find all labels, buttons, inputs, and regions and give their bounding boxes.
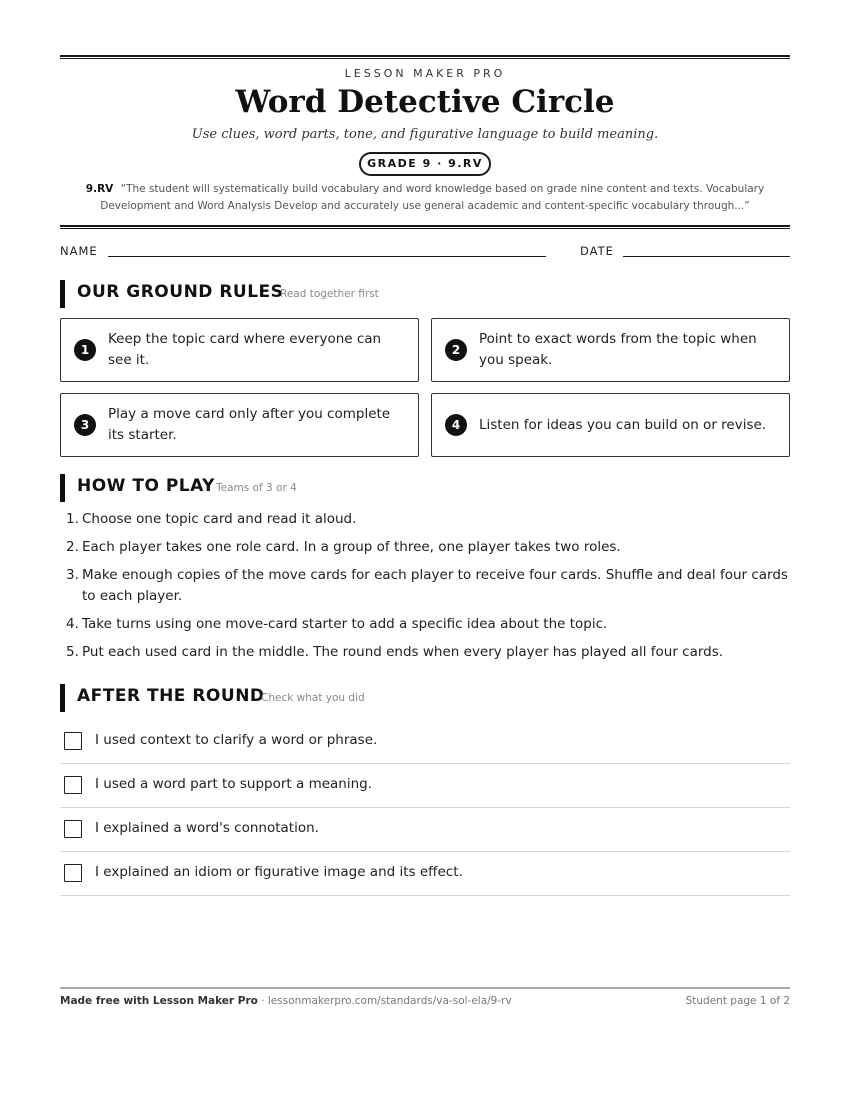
checkbox[interactable]	[64, 776, 82, 794]
ground-rule-card	[60, 318, 419, 382]
step-text: Choose one topic card and read it aloud.	[82, 511, 357, 527]
checklist-text: I explained a word's connotation.	[95, 820, 319, 836]
step-number: 3.	[66, 567, 79, 583]
step-number: 1.	[66, 511, 79, 527]
step-item	[60, 509, 790, 530]
rule-text: Play a move card only after you complete its starter.	[108, 406, 391, 443]
checkbox[interactable]	[64, 820, 82, 838]
made-with-label: Made free with Lesson Maker Pro	[60, 995, 258, 1007]
step-number: 5.	[66, 644, 79, 660]
after-round-title: AFTER THE ROUND	[77, 686, 265, 706]
rule-text: Keep the topic card where everyone can see it.	[108, 331, 382, 368]
checklist-item	[60, 764, 790, 808]
date-label: DATE	[580, 244, 614, 258]
how-to-play-note: Teams of 3 or 4	[216, 482, 297, 494]
rule-number-badge: 4	[445, 414, 467, 436]
after-round-note: Check what you did	[261, 692, 365, 704]
rule-text: Point to exact words from the topic when you speak.	[479, 331, 757, 368]
how-to-play-heading	[60, 474, 790, 502]
footer-separator: ·	[257, 995, 268, 1007]
standard-text: “The student will systematically build vocabulary and word knowledge based on grade nine content and texts. Vocabulary Development and Word Analysis Develop and accurately use general academic and content-specific vocabulary through...”	[100, 183, 765, 212]
step-text: Put each used card in the middle. The round ends when every player has played all four cards.	[82, 644, 724, 660]
ground-rules-title: OUR GROUND RULES	[77, 282, 284, 302]
ground-rules-note: Read together first	[280, 288, 379, 300]
page-title: Word Detective Circle	[235, 84, 615, 120]
ground-rule-card	[60, 393, 419, 457]
rule-text: Listen for ideas you can build on or revise.	[479, 416, 767, 433]
worksheet-page	[60, 0, 790, 1100]
ground-rule-card	[431, 318, 790, 382]
rule-number-badge: 3	[74, 414, 96, 436]
footer-credit	[60, 995, 512, 1007]
ground-rules-heading	[60, 280, 790, 308]
rule-number-badge: 1	[74, 339, 96, 361]
checklist-item	[60, 808, 790, 852]
footer-rule	[60, 987, 790, 989]
step-number: 4.	[66, 616, 79, 632]
section-accent-bar	[60, 280, 65, 308]
step-item	[60, 614, 790, 635]
page-subtitle: Use clues, word parts, tone, and figurative language to build meaning.	[191, 127, 659, 142]
name-line[interactable]	[108, 256, 546, 257]
checklist-item	[60, 720, 790, 764]
name-date-row	[60, 244, 790, 260]
step-item	[60, 642, 790, 663]
step-item	[60, 565, 790, 607]
ground-rule-card	[431, 393, 790, 457]
header-bottom-rule	[60, 225, 790, 229]
step-item	[60, 537, 790, 558]
step-number: 2.	[66, 539, 79, 555]
after-round-heading	[60, 684, 790, 712]
how-to-play-title: HOW TO PLAY	[77, 476, 215, 496]
checkbox[interactable]	[64, 864, 82, 882]
checklist-item	[60, 852, 790, 896]
footer-url[interactable]: lessonmakerpro.com/standards/va-sol-ela/9-rv	[267, 995, 512, 1007]
checklist-text: I explained an idiom or figurative image and its effect.	[95, 864, 463, 880]
standard-description	[60, 181, 790, 215]
rule-number-badge: 2	[445, 339, 467, 361]
checkbox[interactable]	[64, 732, 82, 750]
section-accent-bar	[60, 684, 65, 712]
header-top-rule	[60, 55, 790, 59]
checklist-text: I used context to clarify a word or phrase.	[95, 732, 378, 748]
step-text: Make enough copies of the move cards for each player to receive four cards. Shuffle and deal four cards to each player.	[82, 567, 788, 604]
how-to-play-steps	[60, 509, 790, 670]
step-text: Take turns using one move-card starter to add a specific idea about the topic.	[82, 616, 608, 632]
step-text: Each player takes one role card. In a group of three, one player takes two roles.	[82, 539, 621, 555]
checklist-text: I used a word part to support a meaning.	[95, 776, 373, 792]
brand-label: LESSON MAKER PRO	[344, 67, 506, 80]
page-indicator: Student page 1 of 2	[685, 995, 790, 1007]
date-line[interactable]	[623, 256, 790, 257]
standard-code: 9.RV	[85, 183, 114, 195]
name-label: NAME	[60, 244, 98, 258]
grade-badge: GRADE 9 · 9.RV	[359, 152, 491, 176]
section-accent-bar	[60, 474, 65, 502]
